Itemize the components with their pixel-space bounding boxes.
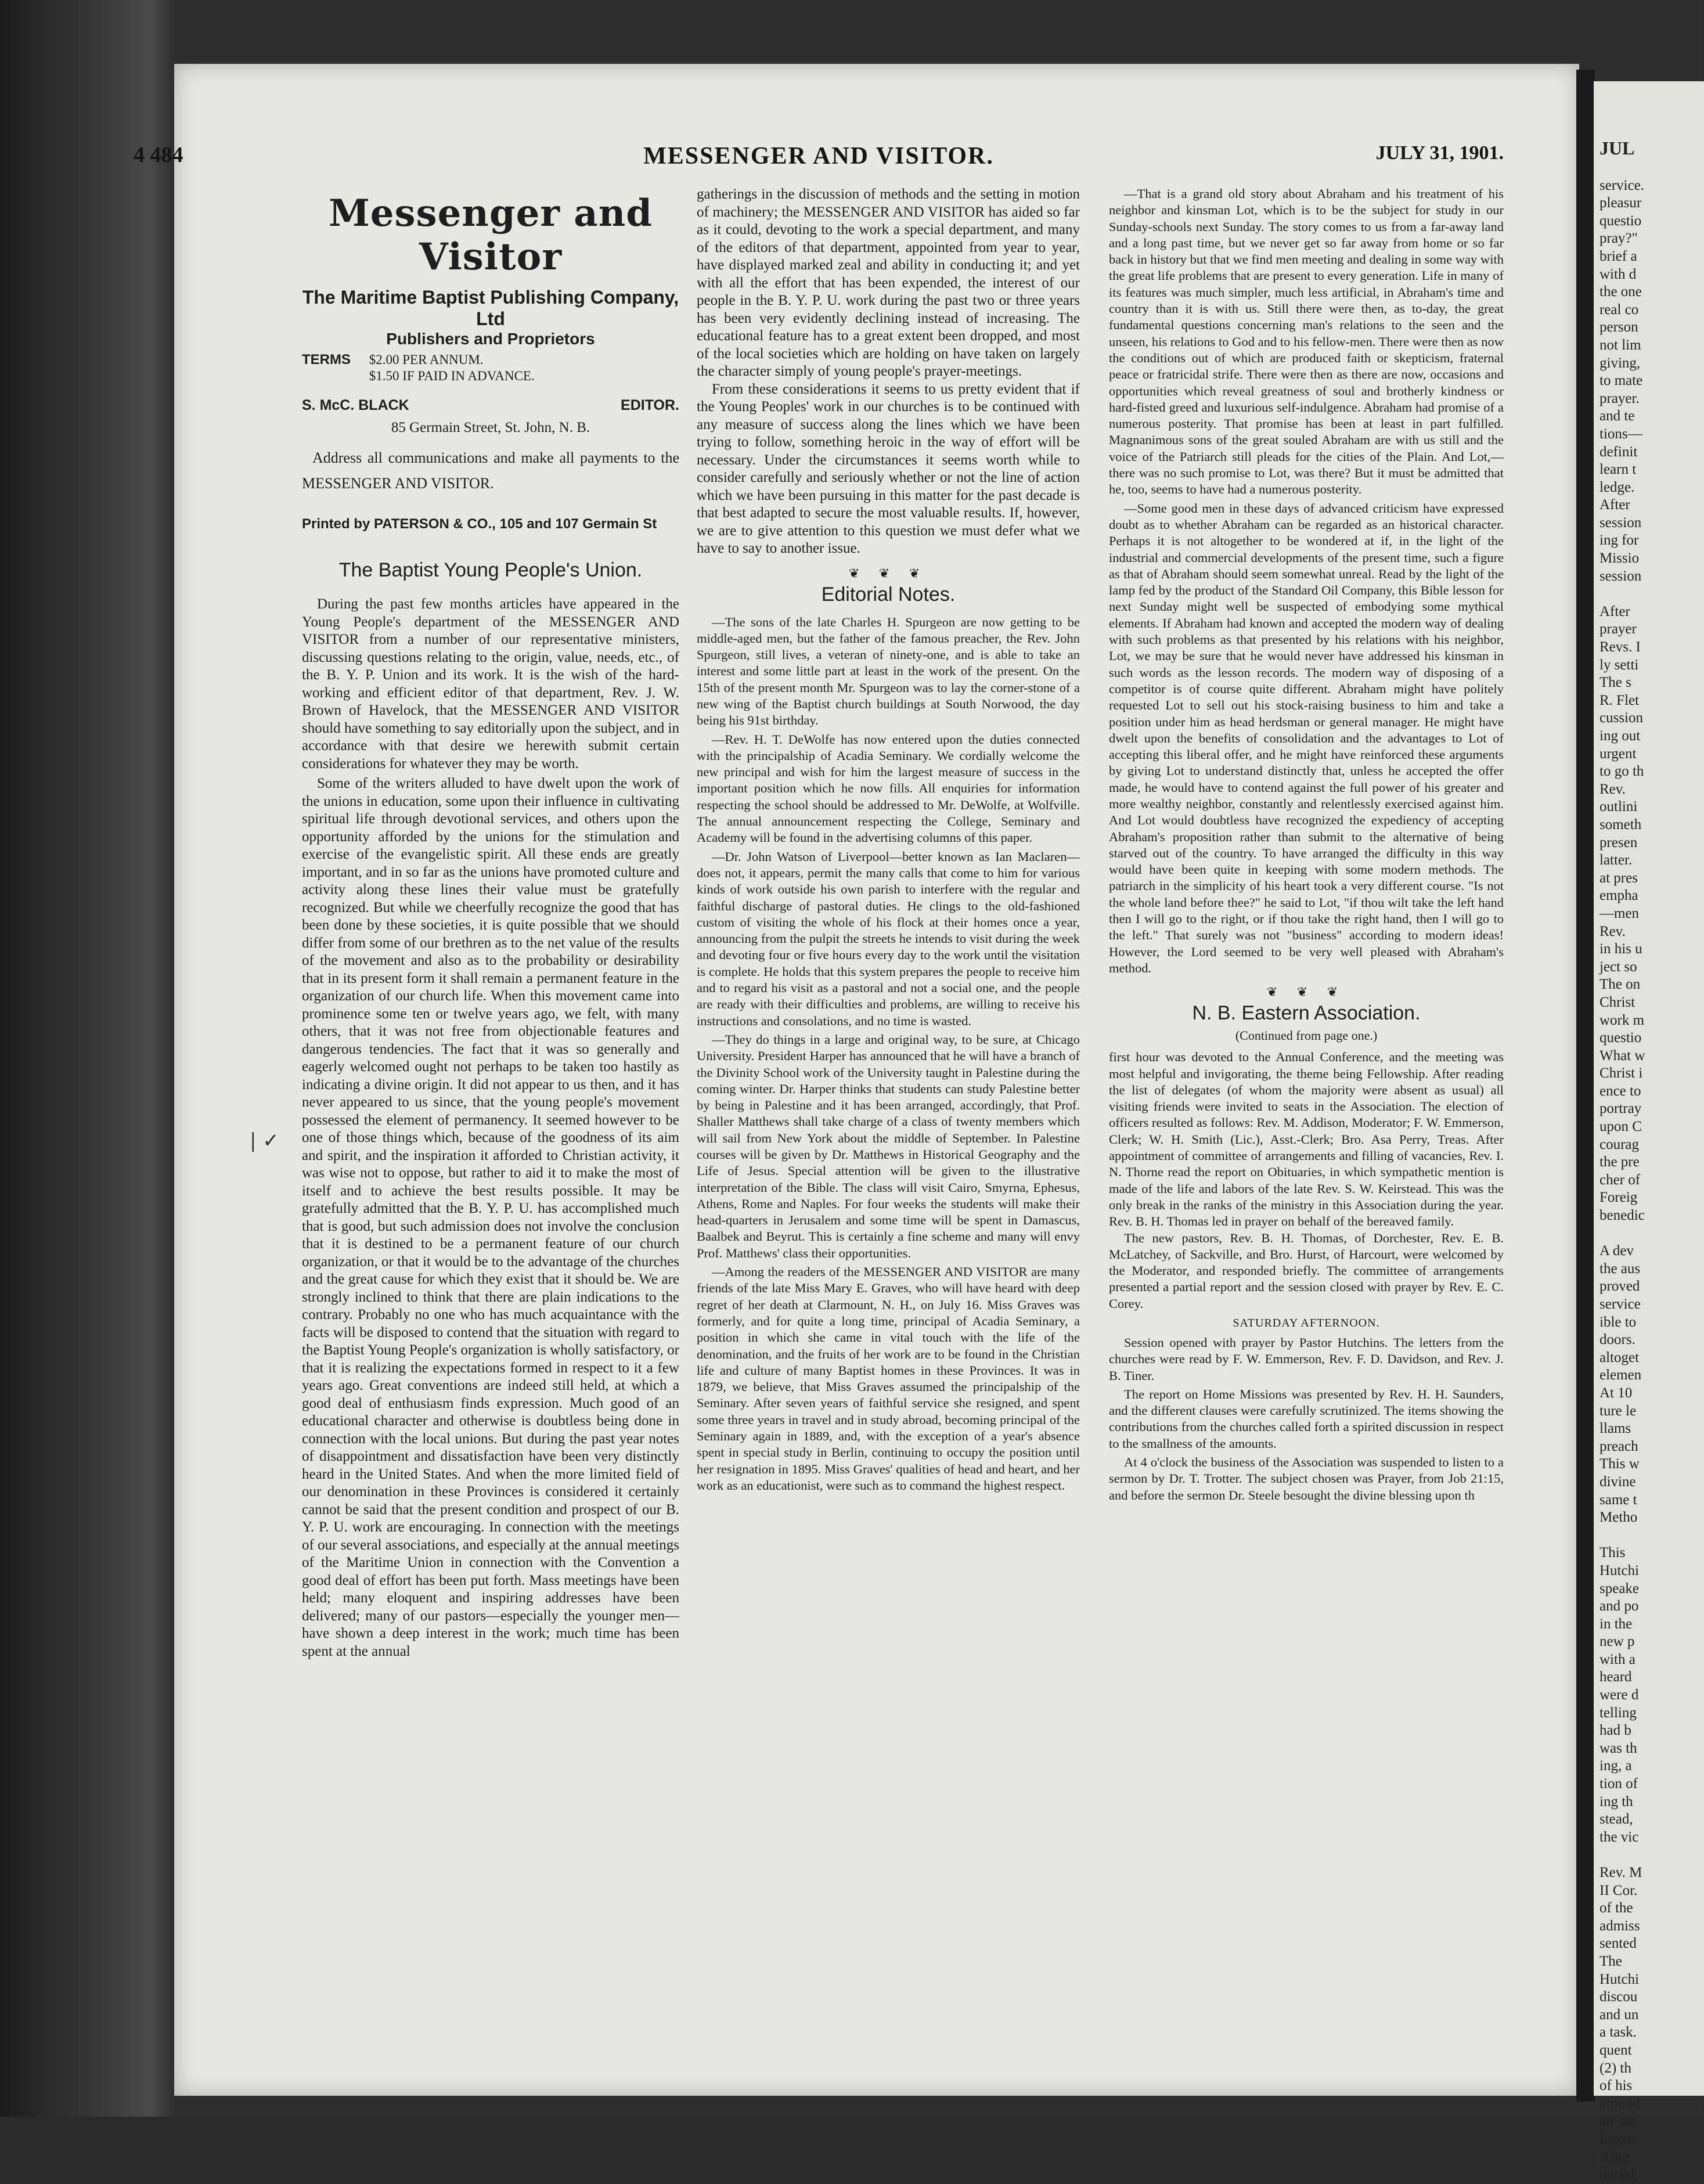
adjacent-page-line: learn t xyxy=(1599,462,1637,478)
adjacent-page-line: II Cor. xyxy=(1599,1882,1638,1898)
adjacent-page-line: discou xyxy=(1599,1989,1638,2005)
adjacent-page-line: the pre xyxy=(1599,1154,1640,1170)
adjacent-page-line: cher of xyxy=(1599,1172,1641,1188)
session-heading: SATURDAY AFTERNOON. xyxy=(1233,1317,1380,1329)
adjacent-page-line: of the xyxy=(1599,1900,1633,1916)
adjacent-page-line: Missio xyxy=(1599,550,1640,567)
adjacent-page-line: ible to xyxy=(1599,1314,1637,1330)
adjacent-page-line: listene xyxy=(1599,2131,1638,2147)
adjacent-page-line: ing, a xyxy=(1599,1758,1632,1774)
adjacent-page-line: in the xyxy=(1599,1616,1633,1632)
adjacent-page-line: upon C xyxy=(1599,1119,1642,1135)
adjacent-page-line: service. xyxy=(1599,177,1645,193)
editorial-note: —Rev. H. T. DeWolfe has now entered upon the duties connected with the principalship of Acadia Seminary. We cordially welcome the new principal and wish for him the largest measure of success in the important position which he now fills. All enquiries for information respecting the school should be addressed to Mr. DeWolfe, at Wolfville. The annual announcement respecting the College, Seminary and Academy will be found in the advertising columns of this paper. xyxy=(697,731,1080,845)
editorial-note: —Some good men in these days of advanced criticism have expressed doubt as to whether Abraham can be regarded as an historical character. Perhaps it is not altogether to be wondered at if, in the light of the industrial and commercial developments of the present time, such a figure as that of Abraham should seem somewhat unreal. Read by the light of the lamp fed by the product of the Standard Oil Company, this Bible lesson for next Sunday might well be suspected of embodying some mythical elements. If Abraham had known and accepted the modern way of dealing with such problems as that presented by his relations with his neighbor, Lot, we may be sure that he would never have addressed his kinsman in such words as the lesson records. The modern way of disposing of a competitor is of course quite different. Abraham might have politely requested Lot to sell out his stock-raising business to him and take a position under him as head herdsman or general manager. He might have dwelt upon the benefits of consolidation and the advantages to Lot of accepting this liberal offer, and he might have reinforced these arguments by giving Lot to understand distinctly that, unless he accepted the offer made, he would have to contend against the full power of his greater and more wealthy neighbor, constantly and relentlessly exercised against him. And Lot would doubtless have recognized the expediency of accepting Abraham's proposition rather than submit to the alternative of being starved out of the country. To have arranged the difficulty in this way would have been quite in keeping with some modern methods. The patriarch in the simplicity of his heart took a very different course. "Is not the whole land before thee?" he said to Lot, "if thou wilt take the left hand then I will go to the right, or if thou take the right hand, then I will go to the left." That surely was not "business" according to modern ideas! However, the Lord seemed to be very well pleased with Abraham's method. xyxy=(1109,500,1504,975)
editorial-note: —The sons of the late Charles H. Spurgeon are now getting to be middle-aged men, but the father of the famous preacher, the Rev. John Spurgeon, still lives, a veteran of ninety-one, and is able to take an interest and some little part at least in the work of the present. On the 15th of the present month Mr. Spurgeon was to lay the corner-stone of a new wing of the Baptist church buildings at South Norwood, the day being his 91st birthday. xyxy=(697,614,1080,728)
adjacent-page-line: A dev xyxy=(1599,1243,1634,1259)
adjacent-page-line: Rev. xyxy=(1599,923,1626,939)
adjacent-page-line: ly setti xyxy=(1599,657,1639,673)
adjacent-page-line: Rev. xyxy=(1599,781,1626,797)
adjacent-page-line: This xyxy=(1599,1545,1626,1561)
adjacent-page-line: with a xyxy=(1599,1651,1635,1667)
adjacent-page-line xyxy=(1594,585,1704,603)
terms-advance: $1.50 IF PAID IN ADVANCE. xyxy=(369,369,535,383)
report-paragraph: Session opened with prayer by Pastor Hutchins. The letters from the churches were read by F. W. Emmerson, Rev. F. D. Davidson, and Rev. J. B. Tiner. xyxy=(1109,1335,1504,1383)
address-notice: Address all communications and make all payments to the MESSENGER AND VISITOR. xyxy=(302,449,679,492)
adjacent-page-line: outlini xyxy=(1599,799,1638,815)
adjacent-page-line xyxy=(1594,1225,1704,1243)
adjacent-page-line: ledge. xyxy=(1599,479,1635,495)
adjacent-page-line: The s xyxy=(1599,675,1631,691)
terms-label: TERMS xyxy=(302,352,351,367)
adjacent-page-line: ing for xyxy=(1599,532,1639,549)
adjacent-page-line: around xyxy=(1599,2095,1640,2111)
adjacent-page-line: pleasur xyxy=(1599,195,1642,211)
adjacent-page-line: urgent xyxy=(1599,745,1637,762)
adjacent-page-line: admiss xyxy=(1599,1918,1640,1934)
adjacent-page-line: not lim xyxy=(1599,337,1641,353)
adjacent-page-line: presen xyxy=(1599,834,1638,850)
editorial-note: —That is a grand old story about Abraham and his treatment of his neighbor and kinsman Lot, which is to be the subject for study in our Sunday-schools next Sunday. The story comes to us from a far-away land and a long past time, but we never get so far away from home or so far back in history but that we find men meeting and dealing in some way with the great life problems that are present to every generation. Life in many of its features was much simpler, much less artificial, in Abraham's time and country than it is with us. Still there were then, as to-day, the great fundamental questions concerning man's relations to the seen and the unseen, his relations to God and to his fellow-men. There were then as now the conditions out of which are produced faith or skepticism, fraternal peace or fratricidal strife. There were then as there are now, occasions and opportunities which reveal greatness of soul and brotherly kindness or hard-fisted greed and luxurious self-indulgence. Abraham had promise of a numerous posterity. That promise has been at least in part fulfilled. Magnanimous sons of the great souled Abraham are with us still and the voice of the Patriarch still pleads for the cities of the Plain. And Lot,—there was no such promise to Lot, was there? But it must be admitted that he, too, seems to have had a numerous posterity. xyxy=(1109,186,1504,497)
adjacent-page-line: Hutchi xyxy=(1599,1562,1640,1578)
adjacent-page-line: prayer xyxy=(1599,621,1637,637)
adjacent-page-line: portray xyxy=(1599,1101,1642,1117)
adjacent-page-line: prayer. xyxy=(1599,390,1640,406)
editor-name: S. McC. BLACK xyxy=(302,397,409,413)
adjacent-page-line: and un xyxy=(1599,2006,1639,2023)
adjacent-page-line: session xyxy=(1599,514,1642,531)
adjacent-page-line: After xyxy=(1599,497,1630,513)
adjacent-page-line: After xyxy=(1599,603,1630,619)
adjacent-page-line: tions— xyxy=(1599,426,1642,442)
adjacent-page-line: were d xyxy=(1599,1687,1639,1703)
adjacent-page-line: session xyxy=(1599,568,1642,584)
adjacent-page-line: to mate xyxy=(1599,373,1643,389)
section-heading: N. B. Eastern Association. xyxy=(1192,1002,1421,1025)
editorial-note: —They do things in a large and original way, to be sure, at Chicago University. President Harper has announced that he will have a branch of the Divinity School work of the University taught in Palestine during the coming winter. Dr. Harper thinks that students can study Palestine better by being in Palestine and it has been arranged, accordingly, that Prof. Shaller Matthews shall take charge of a class of twenty members which will sail from New York about the middle of September. In Palestine courses will be given by Dr. Matthews in Historical Geography and the Life of Jesus. Special attention will be given to the illustrative interpretation of the Bible. The class will visit Cairo, Smyrna, Ephesus, Athens, Rome and Naples. For four weeks the students will make their head-quarters in Jerusalem and some time will be spent in Damascus, Baalbek and Beyrut. This is certainly a fine scheme and many will envy Prof. Matthews' class their opportunities. xyxy=(697,1032,1080,1260)
adjacent-page-line: same t xyxy=(1599,1491,1637,1508)
subscription-terms xyxy=(302,352,679,384)
adjacent-page-line: (2) th xyxy=(1599,2060,1631,2076)
adjacent-page-line: tion of xyxy=(1599,1776,1638,1792)
section-ornament: ❦ ❦ ❦ xyxy=(1266,985,1346,1000)
editorial-note: —Among the readers of the MESSENGER AND VISITOR are many friends of the late Miss Mary E. Graves, who will have heard with deep regret of her death at Clarmount, N. H., on July 16. Miss Graves was formerly, and for quite a long time, principal of Acadia Seminary, a position in which she came in vital touch with the life of the denomination, and the fruits of her work are to be found in the Christian life and culture of many Baptist homes in these Provinces. It was in 1879, we believe, that Miss Graves assumed the principalship of the Seminary. After seven years of faithful service she resigned, and spent some three years in travel and in study abroad, becoming principal of the Seminary again in 1889, and, with the exception of a year's absence spent in special study in Berlin, continuing to occupy the position until her resignation in 1895. Miss Graves' qualities of head and heart, and her work as an educationist, were such as to command the highest respect. xyxy=(697,1264,1080,1493)
adjacent-page-line: brief a xyxy=(1599,248,1637,264)
report-paragraph: first hour was devoted to the Annual Conference, and the meeting was most helpful and invigorating, the theme being Fellowship. After reading the list of delegates (of whom the majority were absent as usual) all visiting friends were invited to seats in the Association. The election of officers resulted as follows: Rev. M. Addison, Moderator; F. W. Emmerson, Clerk; W. H. Smith (Lic.), Asst.-Clerk; Bro. Asa Perry, Treas. After appointment of committee of arrangements and filling of vacancies, Rev. I. N. Thorne read the report on Obituaries, in which sympathetic mention is made of the life and labors of the late Rev. S. W. Keirstead. This was the only break in the ranks of the ministry in this Association during the year. Rev. B. H. Thomas led in prayer on behalf of the bereaved family. xyxy=(1109,1050,1504,1229)
adjacent-page-line: The xyxy=(1599,1953,1622,1969)
adjacent-page-line: —men xyxy=(1599,905,1640,921)
margin-mark: | ✓ xyxy=(250,1129,279,1152)
adjacent-page-lines xyxy=(1594,177,1704,2184)
report-paragraph: The report on Home Missions was presented by Rev. H. H. Saunders, and the different clauses were carefully scrutinized. The items showing the contributions from the churches called forth a spirited discussion in respect to the smallness of the amounts. xyxy=(1109,1386,1504,1451)
adjacent-page-line: latter. xyxy=(1599,852,1633,868)
adjacent-page-line: speake xyxy=(1599,1580,1640,1596)
issue-date: JULY 31, 1901. xyxy=(1375,142,1504,164)
adjacent-page-line: to go th xyxy=(1599,763,1644,780)
section-ornament: ❦ ❦ ❦ xyxy=(848,565,928,581)
editor-role: EDITOR. xyxy=(621,397,679,413)
adjacent-page-line: heard xyxy=(1599,1669,1632,1685)
adjacent-page-line: quent xyxy=(1599,2042,1632,2058)
adjacent-page-line: and te xyxy=(1599,408,1635,424)
article-paragraph: Some of the writers alluded to have dwelt upon the work of the unions in education, some upon their influence in cultivating spiritual life through devotional services, and others upon the opportunity afforded by the unions for the stimulation and exercise of the evangelistic spirit. All these ends are greatly important, and in so far as the unions have promoted culture and activity along these lines their value must be gratefully recognized. But while we cheerfully recognize the good that has been done by these societies, it is quite possible that we should differ from some of our brethren as to the net value of the results of the movement and also as to the probability or desirability that in its present form it shall remain a permanent feature in the organization of our church life. When this movement came into prominence some ten or twelve years ago, we felt, with many others, that it was not free from objectionable features and dangerous tendencies. The fact that it was so generally and eagerly welcomed ought not perhaps to be taken too hastily as indicating a divine origin. It did not appear to us then, and it has never appeared to us since, that the young people's movement possessed the element of permanency. It seemed however to be one of those things which, because of the goodness of its aim and spirit, and the inspiration it afforded to Christian activity, it was wise not to oppose, but rather to aid it to make the most of itself and to achieve the best results possible. It may be gratefully admitted that the B. Y. P. U. has accomplished much that is good, but such admission does not involve the conclusion that it is destined to be a permanent feature of our church organization, or that it would be to the advantage of the churches and the great cause for which they exist that it should be. We are strongly inclined to think that there are plain indications to the contrary. Probably no one who has much acquaintance with the facts will be disposed to contend that the situation with regard to the Baptist Young People's organization is wholly satisfactory, or that it is realizing the expectations formed in respect to it a few years ago. Great conventions are indeed still held, at which a good deal of enthusiasm finds expression. Much good of an educational character and otherwise is doubtless being done in connection with the local unions. But during the past year notes of disappointment and dissatisfaction have been very distinctly heard in the United States. And when the more limited field of our denomination in these Provinces is considered it certainly cannot be said that the present condition and prospect of our B. Y. P. U. work are encouraging. In connection with the meetings of our several associations, and especially at the annual meetings of the Maritime Union in connection with the Convention a good deal of effort has been put forth. Mass meetings have been held; many eloquent and inspiring addresses have been delivered; many of our pastors—especially the younger men—have shown a deep interest in the work; much time has been spent at the annual xyxy=(302,776,679,1659)
adjacent-page-line: at pres xyxy=(1599,870,1638,886)
adjacent-page-line: someth xyxy=(1599,816,1642,832)
adjacent-page-line: Foreig xyxy=(1599,1190,1638,1206)
editor-line xyxy=(302,397,679,414)
adjacent-page-line: Metho xyxy=(1599,1509,1638,1526)
adjacent-page-line: service xyxy=(1599,1296,1641,1312)
office-address: 85 Germain Street, St. John, N. B. xyxy=(391,420,590,435)
adjacent-page-line: Rev. M xyxy=(1599,1865,1642,1880)
printer-line: Printed by PATERSON & CO., 105 and 107 Germain St xyxy=(302,516,657,532)
adjacent-page-line: and po xyxy=(1599,1598,1639,1614)
column-1 xyxy=(302,186,679,1663)
masthead-company: The Maritime Baptist Publishing Company, Ltd xyxy=(302,287,679,329)
newspaper-title: MESSENGER AND VISITOR. xyxy=(643,143,994,170)
continued-note: (Continued from page one.) xyxy=(1235,1028,1378,1043)
adjacent-page-line: At 10 xyxy=(1599,1385,1633,1401)
section-heading: Editorial Notes. xyxy=(821,583,956,606)
adjacent-page-line: definit xyxy=(1599,444,1638,460)
adjacent-page-line: llams xyxy=(1599,1421,1631,1437)
adjacent-page-line: air me xyxy=(1599,2113,1637,2129)
adjacent-page-line: questio xyxy=(1599,1030,1642,1046)
adjacent-page-line: R. Flet xyxy=(1599,692,1640,708)
article-paragraph: gatherings in the discussion of methods and the setting in motion of machinery; the MESSENGER AND VISITOR has aided so far as it could, devoting to the work a special department, and many of the editors of that department, appointed from year to year, have displayed marked zeal and ability in conducting it; and yet with all the effort that has been expended, the interest of our people in the B. Y. P. U. work during the past two or three years has been very evidently declining instead of increasing. The educational feature has to a great extent been dropped, and most of the local societies which are holding on have taken on largely the character simply of young people's prayer-meetings. xyxy=(697,186,1080,379)
adjacent-page-line: Christ xyxy=(1599,994,1635,1010)
terms-annual: $2.00 PER ANNUM. xyxy=(369,352,484,367)
adjacent-page-line: What w xyxy=(1599,1047,1645,1064)
adjacent-page-line: the vic xyxy=(1599,1829,1639,1845)
masthead-title: Messenger and Visitor xyxy=(328,192,653,279)
adjacent-page-line: cussion xyxy=(1599,710,1643,726)
report-paragraph: At 4 o'clock the business of the Association was suspended to listen to a sermon by Dr. T. Trotter. The subject chosen was Prayer, from Job 21:15, and before the sermon Dr. Steele besought the divine blessing upon th xyxy=(1109,1455,1504,1502)
adjacent-page-line: ing out xyxy=(1599,728,1641,744)
adjacent-page-line: of his xyxy=(1599,2078,1633,2094)
adjacent-page-line: benedic xyxy=(1599,1208,1645,1224)
page-number: 4 484 xyxy=(134,143,183,167)
adjacent-page-line: had b xyxy=(1599,1722,1631,1739)
article-paragraph: From these considerations it seems to us pretty evident that if the Young Peoples' work in our churches is to be continued with any measure of success along the lines which we have been trying to follow, something heroic in the way of effort will be necessary. Under the circumstances it seems worth while to consider carefully and seriously whether or not the line of action which we have been pursuing in this matter for the past decade is that best adapted to secure the most valuable results. If, however, we are to give attention to this question we must defer what we have to say to another issue. xyxy=(697,381,1080,556)
adjacent-page-line: preach xyxy=(1599,1438,1638,1454)
adjacent-page-header: JUL xyxy=(1599,138,1635,158)
adjacent-page-fragment xyxy=(1594,81,1704,2183)
editorial-note: —Dr. John Watson of Liverpool—better known as Ian Maclaren—does not, it appears, permit the many calls that come to him for various kinds of work outside his own parish to interfere with the regular and faithful discharge of pastoral duties. He clings to the old-fashioned custom of visiting the whole of his flock at their homes once a year, announcing from the pulpit the streets he intends to visit during the week and devoting four or five hours every day to the work until the visitation is complete. He holds that this system prepares the people to receive him and to regard his visit as a pastoral and not a social one, and the people are ready with their difficulties and problems, are willing to receive his instructions and consolations, and no time is wasted. xyxy=(697,849,1080,1028)
adjacent-page-line: real co xyxy=(1599,301,1639,318)
adjacent-page-line: The on xyxy=(1599,976,1641,993)
page-header xyxy=(134,142,1504,177)
adjacent-page-line: Revs. I xyxy=(1599,639,1641,655)
adjacent-page-line: doors. xyxy=(1599,1332,1635,1348)
adjacent-page-line: telling xyxy=(1599,1704,1637,1721)
column-2 xyxy=(697,186,1080,1496)
article-paragraph: During the past few months articles have appeared in the Young People's department of the MESSENGER AND VISITOR from a number of our representative ministers, discussing questions relating to the origin, value, needs, etc., of the B. Y. P. Union and its work. It is the wish of the hard-working and efficient editor of that department, Rev. J. W. Brown of Havelock, that the MESSENGER AND VISITOR should have something to say editorially upon the subject, and in accordance with that desire we herewith submit certain considerations for whatever they may be worth. xyxy=(302,596,679,772)
adjacent-page-line: This w xyxy=(1599,1456,1640,1472)
adjacent-page-line: divine xyxy=(1599,1473,1636,1490)
adjacent-page-line xyxy=(1594,1846,1704,1864)
adjacent-page-line: courag xyxy=(1599,1136,1640,1152)
adjacent-page-line: sented xyxy=(1599,1936,1637,1952)
adjacent-page-line: duced, xyxy=(1599,2167,1638,2183)
adjacent-page-line: proved xyxy=(1599,1278,1640,1295)
adjacent-page-line: Hutchi xyxy=(1599,1971,1640,1987)
adjacent-page-line: with d xyxy=(1599,266,1637,282)
adjacent-page-line: person xyxy=(1599,319,1638,336)
adjacent-page-line: in his u xyxy=(1599,941,1642,957)
article-heading: The Baptist Young People's Union. xyxy=(338,559,643,581)
adjacent-page-line: ing th xyxy=(1599,1793,1633,1810)
adjacent-page-line: new p xyxy=(1599,1634,1635,1650)
adjacent-page-line: work m xyxy=(1599,1012,1645,1028)
adjacent-page-line: the one xyxy=(1599,284,1642,300)
adjacent-page-line: ence to xyxy=(1599,1083,1641,1099)
adjacent-page-line: ture le xyxy=(1599,1403,1637,1419)
adjacent-page-line: was th xyxy=(1599,1740,1637,1756)
adjacent-page-line: stead, xyxy=(1599,1811,1633,1828)
masthead-publishers: Publishers and Proprietors xyxy=(386,330,595,348)
adjacent-page-line: empha xyxy=(1599,888,1638,904)
adjacent-page-line: After xyxy=(1599,2149,1630,2165)
adjacent-page-line: pray?" xyxy=(1599,230,1638,247)
adjacent-page-line: giving, xyxy=(1599,355,1641,371)
page-gutter xyxy=(1576,70,1595,2102)
adjacent-page-line: Christ i xyxy=(1599,1065,1643,1082)
adjacent-page-line: ject so xyxy=(1599,958,1637,975)
column-3 xyxy=(1109,186,1504,1506)
adjacent-page-line xyxy=(1594,1527,1704,1545)
adjacent-page-line: elemen xyxy=(1599,1367,1642,1383)
adjacent-page-line: altoget xyxy=(1599,1349,1640,1365)
adjacent-page-line: the aus xyxy=(1599,1260,1641,1277)
adjacent-page-line: questio xyxy=(1599,212,1642,229)
report-paragraph: The new pastors, Rev. B. H. Thomas, of Dorchester, Rev. E. B. McLatchey, of Sackville, and Bro. Hurst, of Harcourt, were welcomed by the Moderator, and responded briefly. The committee of arrangements presented a partial report and the session closed with prayer by Rev. E. C. Corey. xyxy=(1109,1230,1504,1311)
adjacent-page-line: a task. xyxy=(1599,2024,1637,2041)
